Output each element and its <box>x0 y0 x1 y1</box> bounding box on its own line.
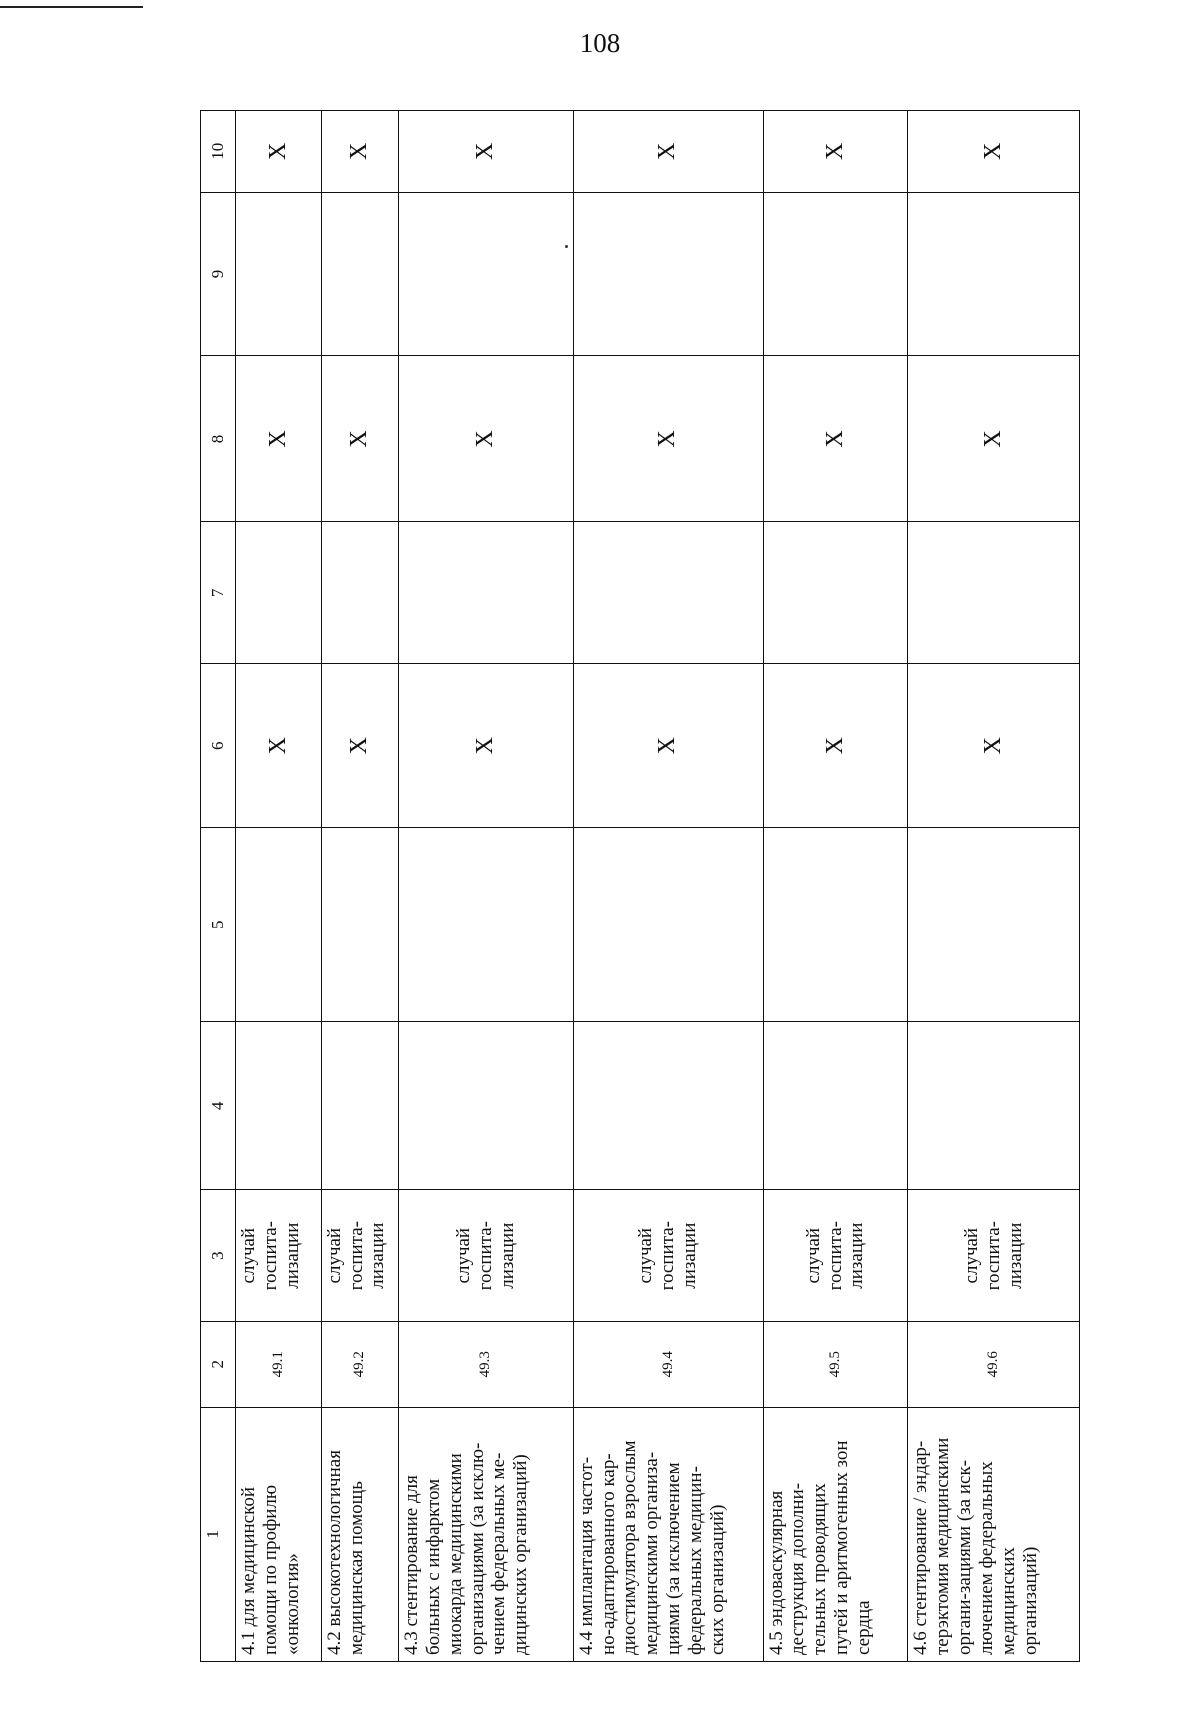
header-col-5: 5 <box>201 828 236 1022</box>
cell-col-4 <box>763 1022 908 1190</box>
cell-col-9 <box>908 192 1080 356</box>
cell-col-7 <box>763 522 908 664</box>
cell-col-9 <box>763 192 908 356</box>
cell-col-6: X <box>398 664 573 828</box>
cell-col-4 <box>321 1022 398 1190</box>
row-unit: случай госпита- лизации <box>573 1190 763 1322</box>
row-unit: случай госпита- лизации <box>763 1190 908 1322</box>
cell-col-4 <box>398 1022 573 1190</box>
cell-col-9 <box>236 192 322 356</box>
header-col-1: 1 <box>201 1407 236 1661</box>
cell-col-7 <box>236 522 322 664</box>
cell-col-7 <box>573 522 763 664</box>
cell-col-5 <box>398 828 573 1022</box>
header-col-7: 7 <box>201 522 236 664</box>
cell-col-4 <box>573 1022 763 1190</box>
header-row <box>201 111 236 1662</box>
cell-col-6: X <box>321 664 398 828</box>
scan-speck <box>565 245 568 248</box>
cell-col-8: X <box>236 356 322 522</box>
cell-col-10: X <box>763 111 908 193</box>
cell-col-6: X <box>573 664 763 828</box>
table-row <box>398 111 573 1662</box>
cell-col-10: X <box>398 111 573 193</box>
cell-col-8: X <box>398 356 573 522</box>
header-col-4: 4 <box>201 1022 236 1190</box>
row-description: 4.2 высокотехнологичная медицинская помощь <box>321 1407 398 1661</box>
header-col-9: 9 <box>201 192 236 356</box>
table-row <box>321 111 398 1662</box>
row-code: 49.5 <box>763 1322 908 1407</box>
header-col-8: 8 <box>201 356 236 522</box>
row-unit: случай госпита- лизации <box>908 1190 1080 1322</box>
cell-col-8: X <box>763 356 908 522</box>
cell-col-7 <box>398 522 573 664</box>
table-row <box>908 111 1080 1662</box>
cell-col-7 <box>321 522 398 664</box>
cell-col-10: X <box>908 111 1080 193</box>
cell-col-5 <box>573 828 763 1022</box>
cell-col-5 <box>236 828 322 1022</box>
cell-col-10: X <box>236 111 322 193</box>
cell-col-8: X <box>321 356 398 522</box>
row-code: 49.4 <box>573 1322 763 1407</box>
row-description: 4.6 стентирование / эндар- терэктомия медицинскими органи-зациями (за иск- лючением федеральных медицинских организаций) <box>908 1407 1080 1661</box>
table-container <box>200 110 1080 1662</box>
row-description: 4.5 эндоваскулярная деструкция дополни- тельных проводящих путей и аритмогенных зон сердца <box>763 1407 908 1661</box>
cell-col-6: X <box>908 664 1080 828</box>
cell-col-8: X <box>908 356 1080 522</box>
cell-col-9 <box>398 192 573 356</box>
cell-col-10: X <box>573 111 763 193</box>
cell-col-9 <box>573 192 763 356</box>
header-col-2: 2 <box>201 1322 236 1407</box>
cell-col-4 <box>908 1022 1080 1190</box>
cell-col-5 <box>763 828 908 1022</box>
cell-col-8: X <box>573 356 763 522</box>
row-unit: случай госпита- лизации <box>398 1190 573 1322</box>
header-col-6: 6 <box>201 664 236 828</box>
row-unit: случай госпита- лизации <box>236 1190 322 1322</box>
page-number: 108 <box>579 28 621 58</box>
cell-col-7 <box>908 522 1080 664</box>
row-code: 49.2 <box>321 1322 398 1407</box>
cell-col-4 <box>236 1022 322 1190</box>
header-col-3: 3 <box>201 1190 236 1322</box>
cell-col-5 <box>321 828 398 1022</box>
table-row <box>236 111 322 1662</box>
cell-col-6: X <box>236 664 322 828</box>
corner-rule <box>0 6 143 8</box>
cell-col-5 <box>908 828 1080 1022</box>
data-table <box>200 110 1080 1662</box>
row-description: 4.4 имплантация частот- но-адаптированного кар- диостимулятора взрослым медицинскими организа- циями (за исключением федеральных медицин- ских организаций) <box>573 1407 763 1661</box>
row-unit: случай госпита- лизации <box>321 1190 398 1322</box>
table-row <box>763 111 908 1662</box>
row-code: 49.1 <box>236 1322 322 1407</box>
cell-col-9 <box>321 192 398 356</box>
row-code: 49.3 <box>398 1322 573 1407</box>
header-col-10: 10 <box>201 111 236 193</box>
cell-col-10: X <box>321 111 398 193</box>
row-code: 49.6 <box>908 1322 1080 1407</box>
row-description: 4.1 для медицинской помощи по профилю «онкология» <box>236 1407 322 1661</box>
row-description: 4.3 стентирование для больных с инфарктом миокарда медицинскими организациями (за исклю- чением федеральных ме- дицинских организаций) <box>398 1407 573 1661</box>
cell-col-6: X <box>763 664 908 828</box>
table-row <box>573 111 763 1662</box>
